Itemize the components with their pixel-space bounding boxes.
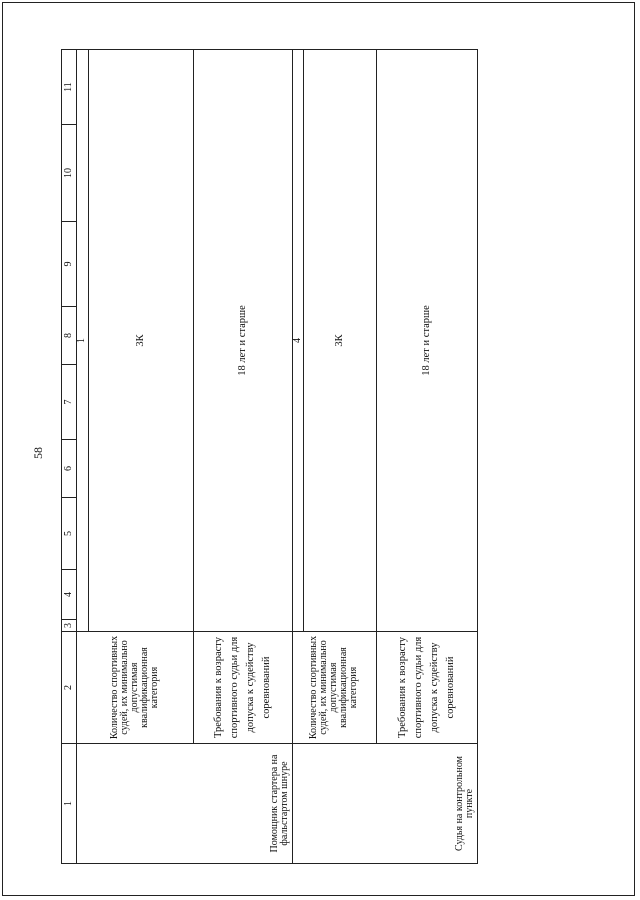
age-value-cell: 18 лет и старше — [193, 50, 292, 632]
header-cell: 6 — [62, 440, 77, 498]
page-number: 58 — [31, 447, 45, 459]
category-value-cell: 3К — [88, 50, 193, 632]
table-row — [77, 50, 88, 864]
header-cell: 7 — [62, 365, 77, 440]
header-cell: 8 — [62, 307, 77, 365]
count-value-cell: 4 — [292, 50, 303, 632]
header-cell: 3 — [62, 620, 77, 632]
table-row — [193, 50, 292, 864]
position-cell: Помощник стартера на фальстартом шнуре — [77, 744, 293, 864]
header-cell: 11 — [62, 50, 77, 125]
header-cell: 4 — [62, 570, 77, 620]
count-value-cell: 1 — [77, 50, 88, 632]
table-row — [376, 50, 477, 864]
requirements-table — [61, 49, 478, 864]
header-cell: 9 — [62, 222, 77, 307]
header-cell: 5 — [62, 498, 77, 570]
header-cell: 1 — [62, 744, 77, 864]
table-row — [292, 50, 303, 864]
header-row — [62, 50, 77, 864]
header-cell: 2 — [62, 632, 77, 744]
count-label-cell: Количество спортивных судей, их минимально допустимая квалификационная категория — [292, 632, 376, 744]
position-cell: Судья на контрольном пункте — [292, 744, 477, 864]
age-label-cell: Требования к возрасту спортивного судьи для допуска к судейству соревнований — [193, 632, 292, 744]
header-cell: 10 — [62, 125, 77, 222]
rotated-table-container — [61, 50, 478, 864]
age-value-cell: 18 лет и старше — [376, 50, 477, 632]
count-label-cell: Количество спортивных судей, их минимально допустимая квалификационная категория — [77, 632, 194, 744]
category-value-cell: 3К — [304, 50, 377, 632]
age-label-cell: Требования к возрасту спортивного судьи для допуска к судейству соревнований — [376, 632, 477, 744]
